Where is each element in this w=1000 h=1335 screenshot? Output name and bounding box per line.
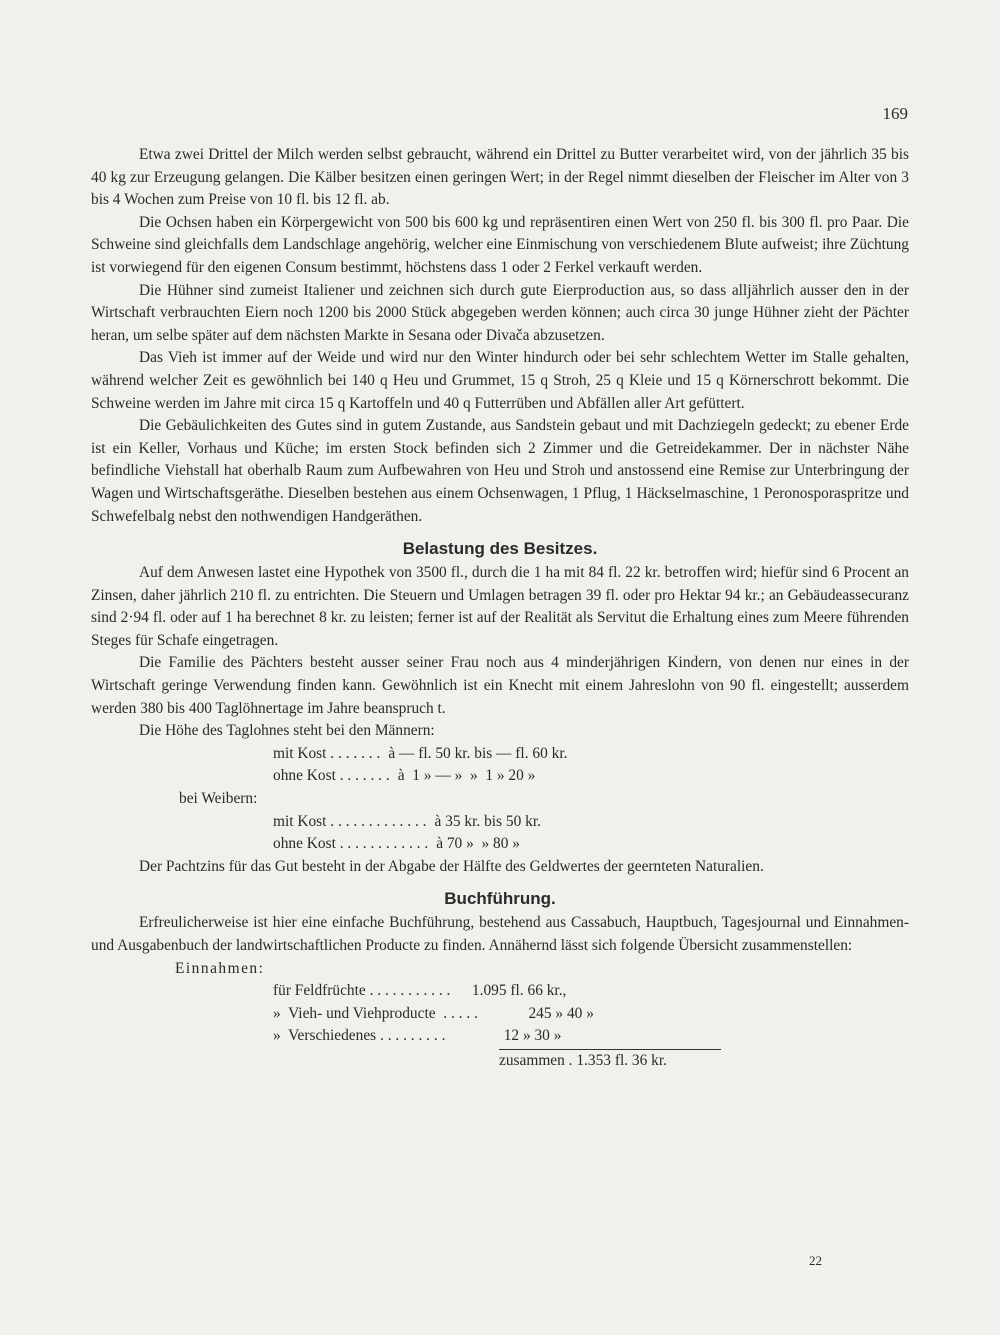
paragraph-milk: Etwa zwei Drittel der Milch werden selbst gebraucht, während ein Drittel zu Butter verarbeitet wird, von der jährlich 35 bis 40 kg zur Erzeugung gelangen. Die Kälber besitzen einen geringen Wert; in der Regel nimmt dieselben der Fleischer im Alter von 3 bis 4 Wochen zum Preise von 10 fl. bis 12 fl. ab. xyxy=(91,146,909,209)
dot-leader: . . . . . . . xyxy=(326,744,381,762)
heading-belastung: Belastung des Besitzes. xyxy=(402,539,598,559)
wage-value: à 35 kr. bis 50 kr. xyxy=(434,812,541,830)
income-label-cell: » Verschiedenes xyxy=(273,1027,377,1045)
paragraph-chickens: Die Hühner sind zumeist Italiener und zeichnen sich durch gute Eierproduction aus, so dass alljährlich ausser den in der Wirtschaft verbrauchten Eiern noch 1200 bis 2000 Stück abgegeben werden können; auch circa 30 junge Hühner zieht der Pächter heran, um selbe später auf dem nächsten Markte in Sesana oder Divača abzusetzen. xyxy=(91,281,909,344)
wage-row xyxy=(273,833,909,856)
wage-label: ohne Kost xyxy=(273,835,336,853)
page-number: 169 xyxy=(882,104,908,123)
wage-value: à 70 » » 80 » xyxy=(436,835,520,853)
wage-row xyxy=(273,743,909,766)
wage-label: ohne Kost xyxy=(273,767,336,785)
dot-leader: . . . . . . . . . . . . . xyxy=(326,812,427,830)
paragraph-bookkeeping: Erfreulicherweise ist hier eine einfache Buchführung, bestehend aus Cassabuch, Hauptbuch, Tagesjournal und Einnahmen- und Ausgabenbuch der landwirtschaftlichen Producte zu finden. Annähernd lässt sich folgende Übersicht zusammenstellen: xyxy=(91,914,909,954)
dot-leader: . . . . . xyxy=(435,1004,478,1022)
wage-table-men xyxy=(91,743,909,788)
wage-table-women xyxy=(91,811,909,856)
wage-value: à — fl. 50 kr. bis — fl. 60 kr. xyxy=(388,744,568,762)
income-value: 245 » 40 » xyxy=(528,1004,594,1022)
income-label-cell: für Feldfrüchte xyxy=(273,982,366,1000)
income-row xyxy=(273,980,909,1003)
paragraph-wage-intro: Die Höhe des Taglohnes steht bei den Männern: xyxy=(139,722,435,740)
income-table xyxy=(91,980,909,1048)
income-value: 12 » 30 » xyxy=(503,1027,562,1045)
wage-row xyxy=(273,765,909,788)
footer-number: 22 xyxy=(809,1253,822,1268)
paragraph-family: Die Familie des Pächters besteht ausser seiner Frau noch aus 4 minderjährigen Kindern, von denen nur eines in der Wirtschaft geringe Verwendung finden kann. Gewöhnlich ist ein Knecht mit einem Jahreslohn von 90 fl. eingestellt; ausserdem werden 380 bis 400 Taglöhnertage im Jahre beanspruch t. xyxy=(91,654,909,717)
income-value: 1.095 fl. 66 kr., xyxy=(471,982,567,1000)
page-body xyxy=(91,144,909,1073)
wage-label: mit Kost xyxy=(273,812,327,830)
paragraph-mortgage: Auf dem Anwesen lastet eine Hypothek von 3500 fl., durch die 1 ha mit 84 fl. 22 kr. betroffen wird; hiefür sind 6 Procent an Zinsen, daher jährlich 210 fl. zu entrichten. Die Steuern und Umlagen betragen 39 fl. oder pro Hektar 94 kr.; an Gebäudeassecuranz sind 2·94 fl. oder auf 1 ha berechnet 8 kr. zu leisten; ferner ist auf der Realität als Servitut die Erhaltung eines zum Meere führenden Steges für Schafe eingetragen. xyxy=(91,564,909,649)
wage-value: à 1 » — » » 1 » 20 » xyxy=(397,767,536,785)
income-label: Einnahmen: xyxy=(175,959,265,977)
income-label-cell: » Vieh- und Viehproducte xyxy=(273,1004,436,1022)
wage-row xyxy=(273,811,909,834)
income-row xyxy=(273,1025,909,1048)
heading-buchfuehrung: Buchführung. xyxy=(444,889,556,909)
paragraph-livestock: Das Vieh ist immer auf der Weide und wird nur den Winter hindurch oder bei sehr schlechtem Wetter im Stalle gehalten, während welcher Zeit es gewöhnlich bei 140 q Heu und Grummet, 15 q Stroh, 25 q Kleie und 15 q Körnerschrott bekommt. Die Schweine werden im Jahre mit circa 15 q Kartoffeln und 40 q Futterrüben und Abfällen aller Art gefüttert. xyxy=(91,349,909,412)
dot-leader: . . . . . . . . . . . . xyxy=(335,835,429,853)
dot-leader: . . . . . . . . . . . xyxy=(365,982,451,1000)
dot-leader: . . . . . . . . . xyxy=(376,1027,446,1045)
paragraph-buildings: Die Gebäulichkeiten des Gutes sind in gutem Zustande, aus Sandstein gebaut und mit Dachziegeln gedeckt; zu ebener Erde ist ein Keller, Vorhaus und Küche; im ersten Stock befinden sich 2 Zimmer und die Getreidekammer. Der in nächster Nähe befindliche Viehstall hat oberhalb Raum zum Aufbewahren von Heu und Stroh und anstossend eine Remise zur Unterbringung der Wagen und Wirtschaftsgeräthe. Dieselben bestehen aus einem Ochsenwagen, 1 Pflug, 1 Häckselmaschine, 1 Peronosporaspritze und Schwefelbalg nebst den nothwendigen Handgeräthen. xyxy=(91,417,909,525)
income-total: zusammen . 1.353 fl. 36 kr. xyxy=(499,1051,667,1069)
women-label: bei Weibern: xyxy=(179,790,258,808)
income-row xyxy=(273,1003,909,1026)
dot-leader: . . . . . . . xyxy=(335,767,390,785)
paragraph-rent: Der Pachtzins für das Gut besteht in der Abgabe der Hälfte des Geldwertes der geernteten Naturalien. xyxy=(139,857,764,875)
wage-label: mit Kost xyxy=(273,744,327,762)
paragraph-oxen: Die Ochsen haben ein Körpergewicht von 500 bis 600 kg und repräsentiren einen Wert von 250 fl. bis 300 fl. pro Paar. Die Schweine sind gleichfalls dem Landschlage angehörig, welcher eine Einmischung von verschiedenem Blute aufweist; ihre Züchtung ist vorwiegend für den eigenen Consum bestimmt, höchstens dass 1 oder 2 Ferkel verkauft werden. xyxy=(91,213,909,276)
